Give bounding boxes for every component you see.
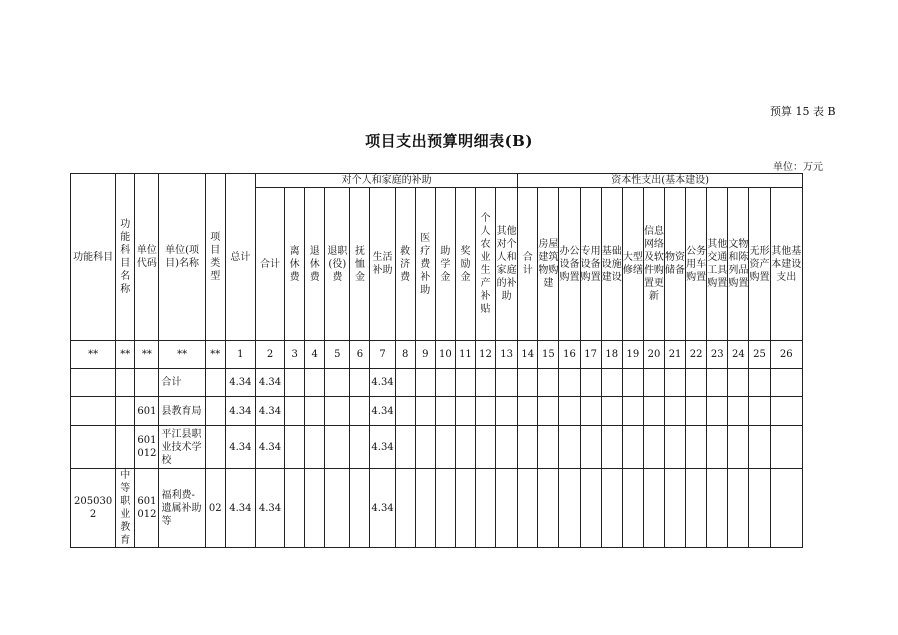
cell-unit-code: 601012 [135, 469, 159, 548]
cell-personal-total: 4.34 [255, 469, 284, 548]
header-project-type: 项目类型 [205, 174, 225, 341]
index-cell: 22 [686, 341, 707, 369]
header-capital-col: 大型修缮 [622, 188, 643, 341]
cell-personal-total: 4.34 [255, 426, 284, 469]
header-group-personal: 对个人和家庭的补助 [255, 174, 517, 188]
cell-personal-total: 4.34 [255, 397, 284, 426]
header-personal-col: 救济费 [395, 188, 415, 341]
index-cell: 17 [580, 341, 601, 369]
index-cell: 11 [455, 341, 475, 369]
header-personal-col: 其他对个人和家庭的补助 [496, 188, 518, 341]
header-unit-name: 单位(项目)名称 [159, 174, 205, 341]
cell-func-name [116, 426, 135, 469]
header-personal-col: 合计 [255, 188, 284, 341]
header-capital-col: 其他交通工具购置 [707, 188, 728, 341]
header-personal-col: 离休费 [285, 188, 305, 341]
index-cell: 25 [749, 341, 770, 369]
table-row [71, 426, 803, 469]
header-capital-col: 基础设施建设 [601, 188, 622, 341]
cell-living-allowance: 4.34 [370, 397, 395, 426]
index-cell: 23 [707, 341, 728, 369]
index-cell: ** [116, 341, 135, 369]
index-cell: 19 [622, 341, 643, 369]
header-capital-col: 物资储备 [665, 188, 686, 341]
index-cell: 1 [225, 341, 255, 369]
cell-func-code [71, 426, 116, 469]
header-func-code: 功能科目 [71, 174, 116, 341]
cell-unit-name: 县教育局 [159, 397, 205, 426]
index-cell: ** [71, 341, 116, 369]
index-cell: 13 [496, 341, 518, 369]
unit-label: 单位：万元 [773, 162, 823, 173]
index-cell: 15 [538, 341, 559, 369]
table-row [71, 369, 803, 397]
index-cell: 7 [370, 341, 395, 369]
cell-total: 4.34 [225, 469, 255, 548]
cell-unit-name: 平江县职业技术学校 [159, 426, 205, 469]
index-cell: 5 [325, 341, 350, 369]
index-cell: 2 [255, 341, 284, 369]
cell-unit-code [135, 369, 159, 397]
header-capital-col: 信息网络及软件购置更新 [643, 188, 664, 341]
cell-total: 4.34 [225, 426, 255, 469]
index-cell: 26 [770, 341, 802, 369]
cell-living-allowance: 4.34 [370, 469, 395, 548]
header-personal-col: 助学金 [435, 188, 455, 341]
header-capital-col: 无形资产购置 [749, 188, 770, 341]
cell-unit-name: 福利费-遗属补助等 [159, 469, 205, 548]
cell-project-type [205, 369, 225, 397]
index-cell: 24 [728, 341, 749, 369]
header-unit-code: 单位代码 [135, 174, 159, 341]
index-cell: 21 [665, 341, 686, 369]
header-personal-col: 个人农业生产补贴 [475, 188, 495, 341]
header-total: 总计 [225, 174, 255, 341]
index-cell: 20 [643, 341, 664, 369]
cell-living-allowance: 4.34 [370, 426, 395, 469]
table-row [71, 469, 803, 548]
cell-project-type: 02 [205, 469, 225, 548]
header-personal-col: 医疗费补助 [415, 188, 435, 341]
cell-total: 4.34 [225, 397, 255, 426]
index-cell: ** [135, 341, 159, 369]
cell-unit-code: 601012 [135, 426, 159, 469]
header-personal-col: 退休费 [305, 188, 325, 341]
cell-func-name [116, 369, 135, 397]
index-cell: 18 [601, 341, 622, 369]
header-capital-col: 文物和陈列品购置 [728, 188, 749, 341]
cell-func-code: 2050302 [71, 469, 116, 548]
header-capital-col: 专用设备购置 [580, 188, 601, 341]
cell-func-code [71, 369, 116, 397]
index-cell: 6 [350, 341, 370, 369]
header-personal-col: 生活补助 [370, 188, 395, 341]
index-cell: 8 [395, 341, 415, 369]
cell-func-name [116, 397, 135, 426]
index-cell: 9 [415, 341, 435, 369]
index-cell: ** [205, 341, 225, 369]
index-cell: 4 [305, 341, 325, 369]
form-number: 预算 15 表 B [770, 105, 836, 118]
cell-total: 4.34 [225, 369, 255, 397]
cell-project-type [205, 397, 225, 426]
header-group-capital: 资本性支出(基本建设) [518, 174, 803, 188]
index-cell: ** [159, 341, 205, 369]
page-title: 项目支出预算明细表(B) [365, 132, 533, 150]
cell-project-type [205, 426, 225, 469]
header-personal-col: 抚恤金 [350, 188, 370, 341]
index-cell: 3 [285, 341, 305, 369]
cell-func-name: 中等职业教育 [116, 469, 135, 548]
cell-func-code [71, 397, 116, 426]
cell-living-allowance: 4.34 [370, 369, 395, 397]
header-capital-col: 合计 [518, 188, 538, 341]
header-personal-col: 奖励金 [455, 188, 475, 341]
header-capital-col: 其他基本建设支出 [770, 188, 802, 341]
table-row [71, 397, 803, 426]
header-capital-col: 房屋建筑物购建 [538, 188, 559, 341]
cell-unit-name: 合计 [159, 369, 205, 397]
header-personal-col: 退职(役)费 [325, 188, 350, 341]
index-cell: 10 [435, 341, 455, 369]
header-capital-col: 公务用车购置 [686, 188, 707, 341]
index-cell: 16 [559, 341, 580, 369]
header-func-name: 功能科目名称 [116, 174, 135, 341]
header-capital-col: 办公设备购置 [559, 188, 580, 341]
index-cell: 14 [518, 341, 538, 369]
index-cell: 12 [475, 341, 495, 369]
cell-unit-code: 601 [135, 397, 159, 426]
cell-personal-total: 4.34 [255, 369, 284, 397]
budget-table [70, 173, 803, 548]
